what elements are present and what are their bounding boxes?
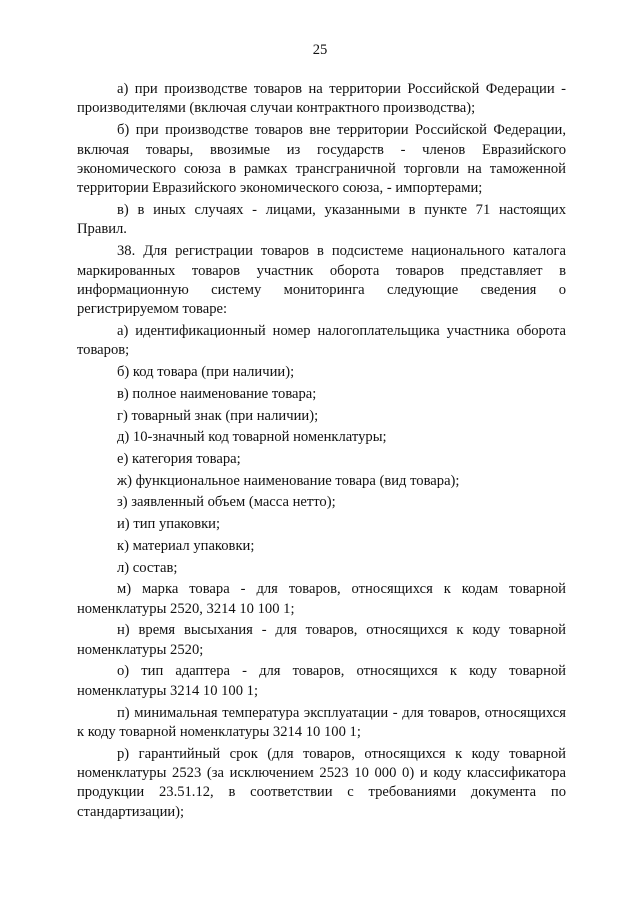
list-item-o-adapter-type: о) тип адаптера - для товаров, относящихся к коду товарной номенклатуры 3214 10 100 1; (77, 663, 566, 699)
paragraph-b-importers: б) при производстве товаров вне территории Российской Федерации, включая товары, ввозимые из государств - членов Евразийского экономического союза в рамках трансграничной торговли на таможенной территории Евразийского экономического союза, - импортерами; (77, 122, 566, 197)
list-item-k-package-material: к) материал упаковки; (117, 537, 255, 554)
list-item-l-composition: л) состав; (117, 559, 178, 576)
paragraph-a-producers: а) при производстве товаров на территории Российской Федерации - производителями (включая случаи контрактного производства); (77, 81, 566, 117)
document-body (77, 80, 566, 822)
list-item-e-category: е) категория товара; (117, 450, 241, 467)
paragraph-38-registration: 38. Для регистрации товаров в подсистеме национального каталога маркированных товаров участник оборота товаров представляет в информационную систему мониторинга следующие сведения о регистрируемом товаре: (77, 243, 566, 318)
list-item-p-min-temperature: п) минимальная температура эксплуатации - для товаров, относящихся к коду товарной номенклатуры 3214 10 100 1; (77, 704, 566, 740)
list-item-z-volume: з) заявленный объем (масса нетто); (117, 494, 336, 511)
list-item-i-package-type: и) тип упаковки; (117, 516, 221, 533)
list-item-a-inn: а) идентификационный номер налогоплательщика участника оборота товаров; (77, 323, 566, 359)
list-item-zh-functional-name: ж) функциональное наименование товара (вид товара); (117, 472, 460, 489)
list-item-n-drying-time: н) время высыхания - для товаров, относящихся к коду товарной номенклатуры 2520; (77, 622, 566, 658)
page-number: 25 (312, 42, 328, 58)
list-item-r-warranty: р) гарантийный срок (для товаров, относящихся к коду товарной номенклатуры 2523 (за исключением 2523 10 000 0) и коду классификатора продукции 23.51.12, в соответствии с требованиями документа по стандартизации); (77, 745, 566, 820)
list-item-g-trademark: г) товарный знак (при наличии); (117, 407, 319, 424)
paragraph-v-other-cases: в) в иных случаях - лицами, указанными в пункте 71 настоящих Правил. (77, 202, 566, 238)
list-item-d-nomenclature-code: д) 10-значный код товарной номенклатуры; (117, 429, 387, 446)
list-item-m-brand: м) марка товара - для товаров, относящихся к кодам товарной номенклатуры 2520, 3214 10 100 1; (77, 581, 566, 617)
list-item-v-full-name: в) полное наименование товара; (117, 385, 317, 402)
list-item-b-product-code: б) код товара (при наличии); (117, 364, 295, 381)
